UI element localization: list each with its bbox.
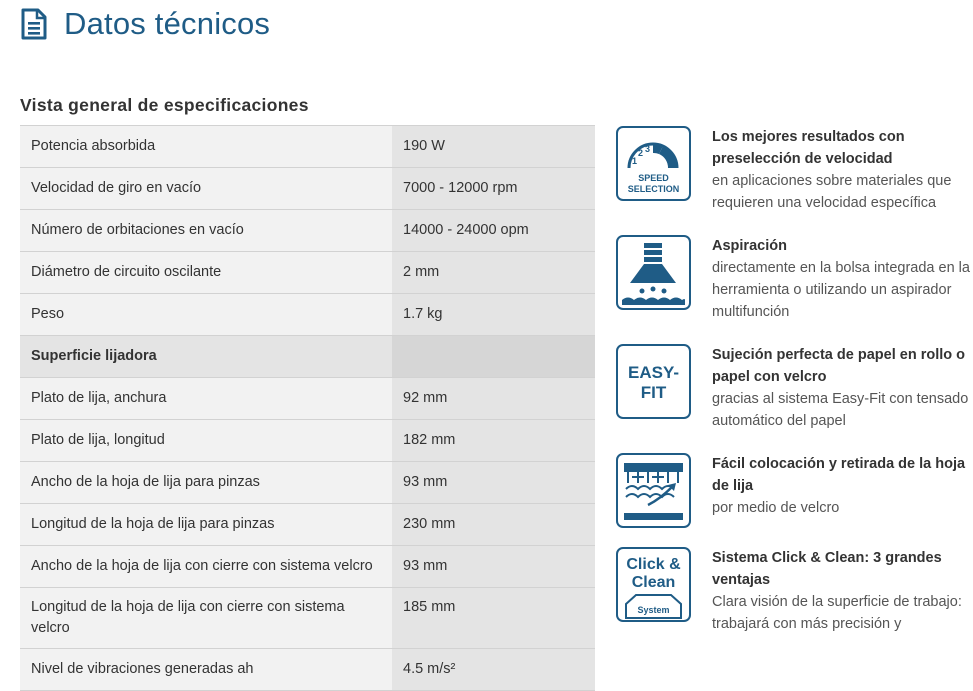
page-header [20,6,270,42]
feature-text [712,126,973,214]
icon-text: Clean [631,574,676,591]
feature-item [616,453,973,528]
table-row [20,125,595,168]
feature-text [712,547,973,635]
svg-text:2: 2 [638,148,644,158]
page-title: Datos técnicos [64,6,271,41]
table-row [20,420,595,462]
spec-value: 92 mm [392,378,595,419]
feature-text [712,344,973,432]
feature-title: Sistema Click & Clean: 3 grandes ventajas [712,550,942,588]
click-clean-icon [616,547,691,622]
feature-description: por medio de velcro [712,500,840,516]
feature-description: directamente en la bolsa integrada en la herramienta o utilizando un aspirador multifunción [712,260,970,320]
feature-description: Clara visión de la superficie de trabajo: trabajará con más precisión y [712,594,962,632]
group-label: Superficie lijadora [20,336,392,377]
spec-value: 93 mm [392,546,595,587]
feature-text [712,235,973,323]
spec-label: Plato de lija, longitud [20,420,392,461]
spec-label: Nivel de vibraciones generadas ah [20,649,392,690]
feature-item [616,344,973,432]
feature-title: Sujeción perfecta de papel en rollo o papel con velcro [712,347,965,385]
table-row [20,649,595,691]
spec-label: Ancho de la hoja de lija para pinzas [20,462,392,503]
document-icon [20,8,48,40]
spec-value: 93 mm [392,462,595,503]
feature-text [712,453,973,528]
icon-text: SELECTION [627,184,680,194]
feature-title: Aspiración [712,238,787,254]
feature-item [616,235,973,323]
table-row [20,546,595,588]
spec-label: Longitud de la hoja de lija con cierre con sistema velcro [20,588,392,648]
icon-text: FIT [640,383,667,402]
table-row [20,210,595,252]
icon-text: SPEED [638,173,669,183]
spec-label: Longitud de la hoja de lija para pinzas [20,504,392,545]
feature-description: gracias al sistema Easy-Fit con tensado automático del papel [712,391,969,429]
icon-text: Click & [626,556,681,573]
feature-item [616,547,973,635]
feature-title: Fácil colocación y retirada de la hoja de lija [712,456,966,494]
velcro-icon [616,453,691,528]
svg-text:1: 1 [632,156,638,166]
table-row [20,378,595,420]
spec-label: Potencia absorbida [20,126,392,167]
icon-text: EASY- [627,363,680,382]
spec-value: 1.7 kg [392,294,595,335]
spec-label: Velocidad de giro en vacío [20,168,392,209]
spec-value: 2 mm [392,252,595,293]
feature-item [616,126,973,214]
spec-label: Ancho de la hoja de lija con cierre con sistema velcro [20,546,392,587]
spec-value: 7000 - 12000 rpm [392,168,595,209]
spec-value: 4.5 m/s² [392,649,595,690]
spec-value: 185 mm [392,588,595,648]
table-row [20,588,595,649]
spec-value: 182 mm [392,420,595,461]
feature-title: Los mejores resultados con preselección de velocidad [712,129,905,167]
group-value [392,336,595,377]
feature-description: en aplicaciones sobre materiales que requieren una velocidad específica [712,173,952,211]
specifications-table [20,125,595,691]
spec-value: 14000 - 24000 opm [392,210,595,251]
section-title: Vista general de especificaciones [20,95,309,115]
dust-extraction-icon [616,235,691,310]
spec-label: Peso [20,294,392,335]
easy-fit-icon [616,344,691,419]
icon-text: System [637,605,670,615]
table-row [20,294,595,336]
speed-selection-icon [616,126,691,201]
table-row [20,252,595,294]
table-row [20,168,595,210]
spec-value: 190 W [392,126,595,167]
svg-text:3: 3 [645,144,651,154]
table-row [20,504,595,546]
spec-value: 230 mm [392,504,595,545]
table-group-header [20,336,595,378]
spec-label: Diámetro de circuito oscilante [20,252,392,293]
spec-label: Plato de lija, anchura [20,378,392,419]
table-row [20,462,595,504]
spec-label: Número de orbitaciones en vacío [20,210,392,251]
